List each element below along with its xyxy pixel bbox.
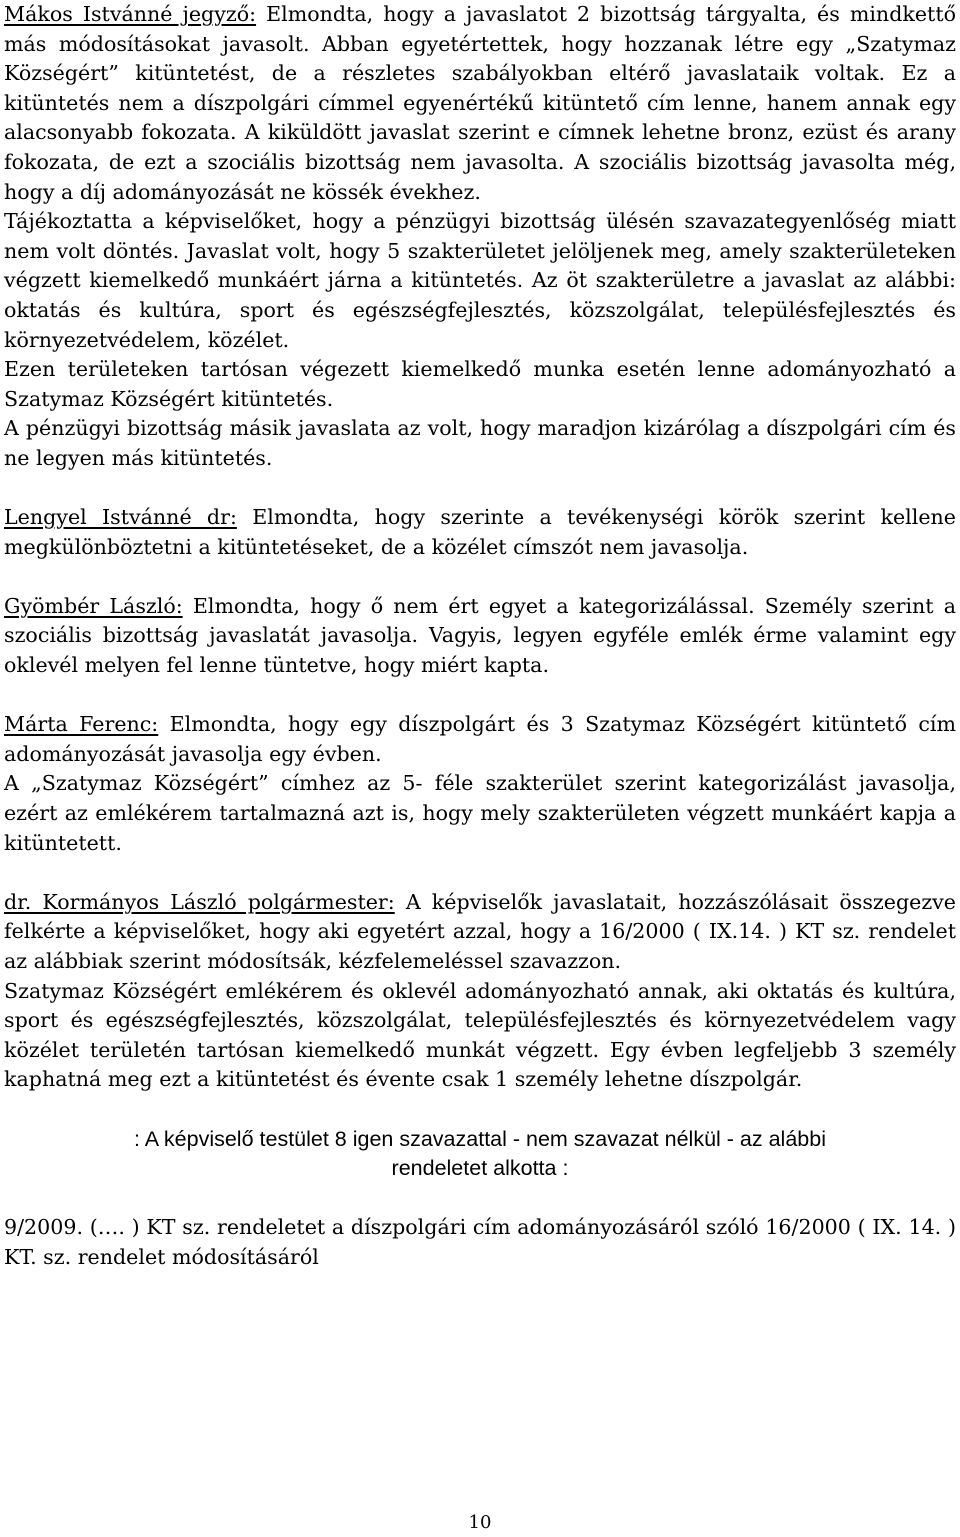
speaker-name: Gyömbér László: <box>4 593 183 618</box>
speaker-name: Mákos Istvánné jegyző: <box>4 2 257 26</box>
speaker-block-lengyel <box>4 503 956 562</box>
paragraph: Tájékoztatta a képviselőket, hogy a pénzügyi bizottság ülésén szavazategyenlőség miatt nem volt döntés. Javaslat volt, hogy 5 szakterületet jelöljenek meg, amely szakterületeken végzett kiemelkedő munkáért járna a kitüntetés. Az öt szakterületre a javaslat az alábbi: oktatás és kultúra, sport és egészségfejlesztés, közszolgálat, településfejlesztés és környezetvédelem, közélet. <box>4 209 956 352</box>
paragraph-gap <box>4 1095 956 1125</box>
paragraph-text: Elmondta, hogy szerinte a tevékenységi körök szerint kellene megkülönböztetni a kitüntetéseket, de a közélet címszót nem javasolja. <box>4 505 956 559</box>
paragraph-gap <box>4 562 956 592</box>
paragraph <box>4 0 956 207</box>
speaker-name: Márta Ferenc: <box>4 712 159 737</box>
paragraph-text: A képviselők javaslatait, hozzászólásait összegezve felkérte a képviselőket, hogy aki egyetért azzal, hogy a 16/2000 ( IX.14. ) KT sz. rendelet az alábbiak szerint módosítsák, kézfelemeléssel szavazzon. <box>4 889 956 973</box>
speaker-name: Lengyel Istvánné dr: <box>4 505 237 530</box>
speaker-name: dr. Kormányos László polgármester: <box>4 889 395 914</box>
document-page <box>4 0 956 1273</box>
resolution-line: : A képviselő testület 8 igen szavazattal - nem szavazat nélkül - az alábbi <box>134 1126 826 1151</box>
paragraph: A pénzügyi bizottság másik javaslata az volt, hogy maradjon kizárólag a díszpolgári cím és ne legyen más kitüntetés. <box>4 416 956 470</box>
paragraph-text: Elmondta, hogy egy díszpolgárt és 3 Szatymaz Községért kitüntető cím adományozását javasolja egy évben. <box>4 712 956 766</box>
page-number: 10 <box>468 1512 492 1533</box>
speaker-block-gyomber <box>4 592 956 681</box>
resolution-statement <box>4 1125 956 1184</box>
paragraph <box>4 888 956 977</box>
speaker-block-marta <box>4 710 956 858</box>
paragraph: A „Szatymaz Községért” címhez az 5- féle szakterület szerint kategorizálást javasolja, ezért az emlékérem tartalmazná azt is, hogy mely szakterületen végzett munkáért kapja a kitüntetett. <box>4 771 956 855</box>
paragraph <box>4 503 956 562</box>
decree-title: 9/2009. (…. ) KT sz. rendeletet a díszpolgári cím adományozásáról szóló 16/2000 ( IX. 14. ) KT. sz. rendelet módosításáról <box>4 1215 956 1269</box>
paragraph <box>4 710 956 769</box>
paragraph: Ezen területeken tartósan végezett kiemelkedő munka esetén lenne adományozható a Szatymaz Községért kitüntetés. <box>4 357 956 411</box>
paragraph-text: Elmondta, hogy a javaslatot 2 bizottság tárgyalta, és mindkettő más módosításokat javasolt. Abban egyetértettek, hogy hozzanak létre egy „Szatymaz Községért” kitüntetést, de a részletes szabályokban eltérő javaslataik voltak. Ez a kitüntetés nem a díszpolgári címmel egyenértékű kitüntető cím lenne, hanem annak egy alacsonyabb fokozata. A kiküldött javaslat szerint e címnek lehetne bronz, ezüst és arany fokozata, de ezt a szociális bizottság nem javasolta. A szociális bizottság javasolta még, hogy a díj adományozását ne kössék évekhez. <box>4 2 956 204</box>
paragraph-gap <box>4 1184 956 1214</box>
paragraph: Szatymaz Községért emlékérem és oklevél adományozható annak, aki oktatás és kultúra, sport és egészségfejlesztés, közszolgálat, településfejlesztés és környezetvédelem vagy közélet területén tartósan kiemelkedő munkát végzett. Egy évben legfeljebb 3 személy kaphatná meg ezt a kitüntetést és évente csak 1 személy lehetne díszpolgár. <box>4 978 956 1092</box>
paragraph-gap <box>4 858 956 888</box>
paragraph <box>4 592 956 681</box>
speaker-block-kormanyos <box>4 888 956 1095</box>
paragraph-gap <box>4 474 956 504</box>
speaker-block-makos <box>4 0 956 474</box>
paragraph-text: Elmondta, hogy ő nem ért egyet a kategorizálással. Személy szerint a szociális bizottság javaslatát javasolja. Vagyis, legyen egyféle emlék érme valamint egy oklevél melyen fel lenne tüntetve, hogy miért kapta. <box>4 593 956 678</box>
paragraph-gap <box>4 681 956 711</box>
resolution-line: rendeletet alkotta : <box>391 1156 569 1181</box>
